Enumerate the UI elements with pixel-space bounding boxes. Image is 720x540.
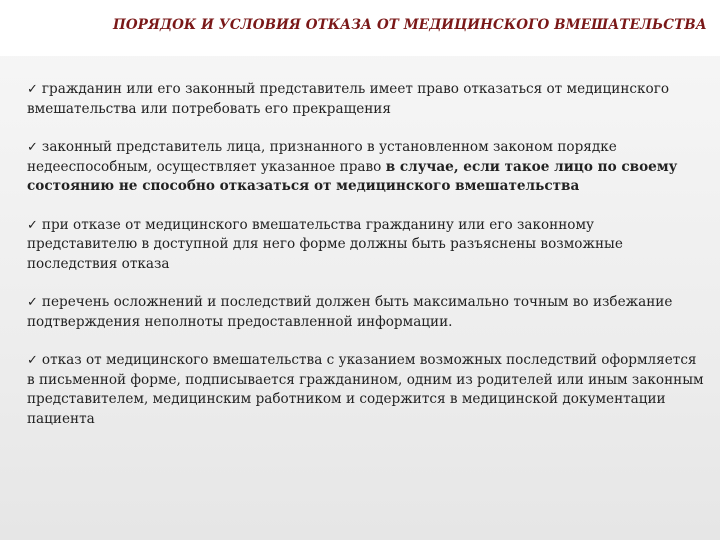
list-item xyxy=(27,80,707,119)
list-item xyxy=(27,293,707,332)
list-item-text: при отказе от медицинского вмешательства гражданину или его законному представителю в доступной для него форме должны быть разъяснены возможные последствия отказа xyxy=(27,216,623,272)
list-item xyxy=(27,351,707,429)
checkmark-icon: ✓ xyxy=(27,82,38,97)
bullet-list xyxy=(27,80,707,448)
list-item-text: гражданин или его законный представитель имеет право отказаться от медицинского вмешательства или потребовать его прекращения xyxy=(27,81,670,117)
list-item xyxy=(27,138,707,197)
list-item-bold-text: в случае, если такое лицо по своему состоянию не способно отказаться от медицинского вмешательства xyxy=(27,158,678,194)
slide-title: ПОРЯДОК И УСЛОВИЯ ОТКАЗА ОТ МЕДИЦИНСКОГО ВМЕШАТЕЛЬСТВА xyxy=(113,17,707,33)
list-item-text: отказ от медицинского вмешательства с указанием возможных последствий оформляется в письменной форме, подписывается гражданином, одним из родителей или иным законным представителем, медицинским работником и содержится в медицинской документации пациента xyxy=(27,352,704,427)
checkmark-icon: ✓ xyxy=(27,353,38,368)
title-bar xyxy=(0,0,720,56)
list-item xyxy=(27,216,707,275)
checkmark-icon: ✓ xyxy=(27,140,38,155)
list-item-text: перечень осложнений и последствий должен быть максимально точным во избежание подтверждения неполноты предоставленной информации. xyxy=(27,294,673,330)
checkmark-icon: ✓ xyxy=(27,295,38,310)
list-item-text: законный представитель лица, признанного в установленном законом порядке недееспособным, осуществляет указанное право xyxy=(27,139,617,175)
checkmark-icon: ✓ xyxy=(27,217,38,233)
